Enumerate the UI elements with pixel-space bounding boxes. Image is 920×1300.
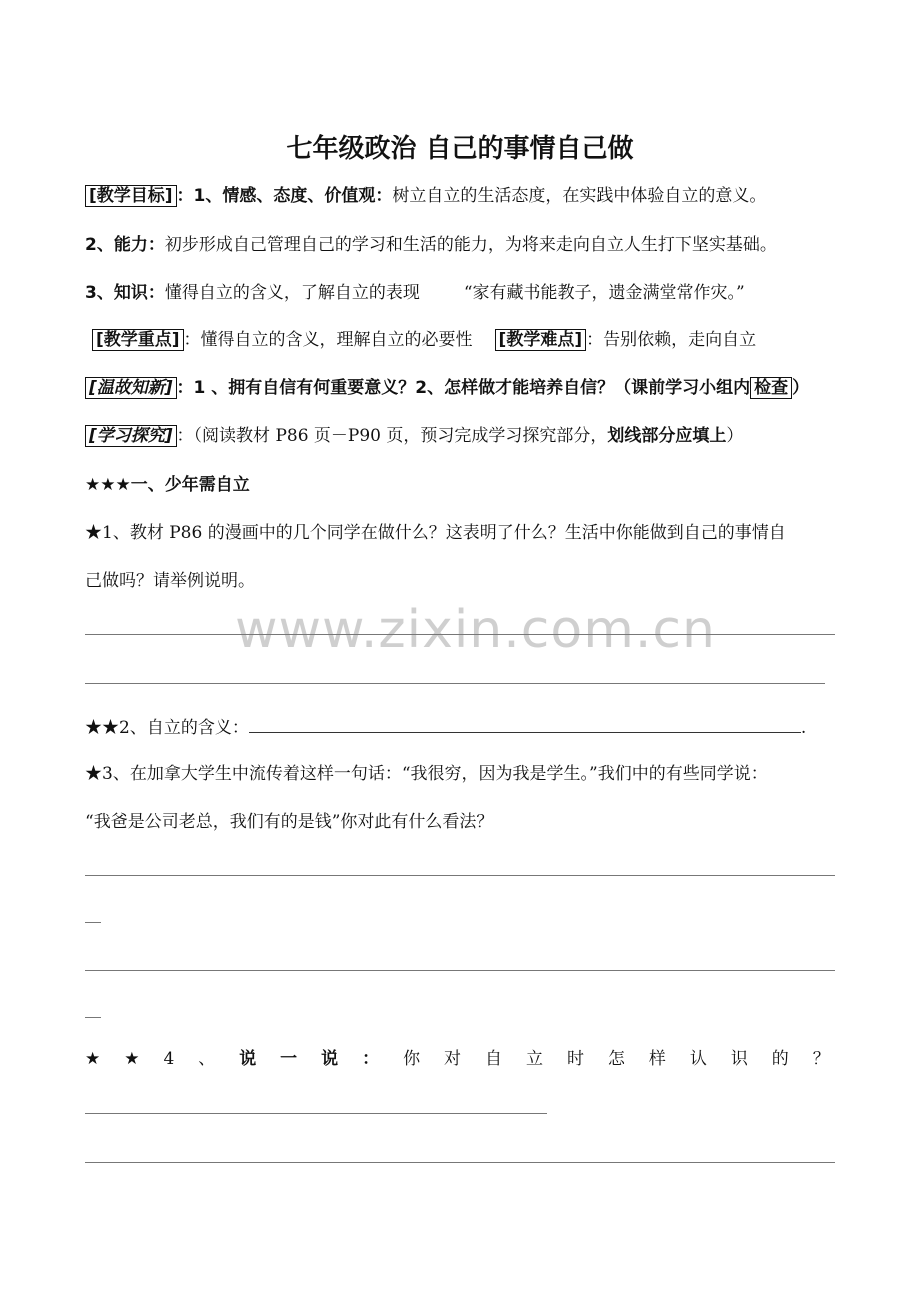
question-4-line xyxy=(85,1047,830,1071)
page-title: 七年级政治 自己的事情自己做 xyxy=(286,134,634,164)
q4-char: 时 xyxy=(566,1049,584,1069)
key-points-text: ：懂得自立的含义，理解自立的必要性 xyxy=(183,330,473,350)
difficult-points-tag: [教学难点] xyxy=(495,329,587,351)
explore-tag: [学习探究] xyxy=(85,425,177,447)
teaching-goals-tag: [教学目标] xyxy=(85,185,177,207)
question-2-line xyxy=(85,714,806,740)
q4-char: 说 xyxy=(239,1049,257,1069)
question-2-blank[interactable] xyxy=(249,714,801,733)
q4-char: 、 xyxy=(198,1049,216,1069)
goal3-text: 懂得自立的含义，了解自立的表现 xyxy=(164,283,420,303)
q4-char: 自 xyxy=(485,1049,503,1069)
q4-char: 对 xyxy=(444,1049,462,1069)
explore-bold-text: 划线部分应填上 xyxy=(607,426,727,446)
explore-text: ：（阅读教材 P86 页－P90 页，预习完成学习探究部分， xyxy=(176,426,608,446)
review-close: ） xyxy=(792,378,810,398)
q4-char: 识 xyxy=(730,1049,748,1069)
goal2-label: 2、能力： xyxy=(85,235,165,255)
q4-char: ★ xyxy=(124,1049,140,1069)
question-2-end: . xyxy=(800,718,807,738)
q4-char: ： xyxy=(362,1049,380,1069)
q4-char: 你 xyxy=(403,1049,421,1069)
review-line xyxy=(85,376,809,400)
q4-char: 怎 xyxy=(607,1049,625,1069)
answer-line-1[interactable] xyxy=(85,634,835,635)
goal1-label: ：1、情感、态度、价值观： xyxy=(176,186,393,206)
q4-char: ？ xyxy=(812,1049,830,1069)
q4-char: 立 xyxy=(525,1049,543,1069)
teaching-goals-line2 xyxy=(85,233,777,257)
key-points-tag: [教学重点] xyxy=(92,329,184,351)
answer-line-6[interactable] xyxy=(85,1162,835,1163)
answer-line-3[interactable] xyxy=(85,875,835,876)
review-tag: [温故知新] xyxy=(85,377,177,399)
review-text: ：1 、拥有自信有何重要意义？2、怎样做才能培养自信？（课前学习小组内 xyxy=(176,378,751,398)
q4-char: ★ xyxy=(85,1049,101,1069)
q4-char: 认 xyxy=(689,1049,707,1069)
question-3-line1: ★3、在加拿大学生中流传着这样一句话：“我很穷，因为我是学生。”我们中的有些同学说： xyxy=(85,764,768,784)
teaching-goals-line3 xyxy=(85,281,745,305)
explore-close: ） xyxy=(726,426,744,446)
q4-char: 说 xyxy=(321,1049,339,1069)
section-heading: ★★★一、少年需自立 xyxy=(85,475,250,495)
question-1-line2: 己做吗？请举例说明。 xyxy=(85,571,255,591)
answer-line-5[interactable] xyxy=(85,1113,547,1114)
q4-char: 4 xyxy=(163,1049,175,1069)
answer-line-4-continuation[interactable] xyxy=(85,1017,101,1018)
q4-char: 样 xyxy=(648,1049,666,1069)
goal3-quote: “家有藏书能教子，遗金满堂常作灾。” xyxy=(463,283,745,303)
question-3-line2: “我爸是公司老总，我们有的是钱”你对此有什么看法？ xyxy=(85,812,494,832)
answer-line-4[interactable] xyxy=(85,970,835,971)
explore-line xyxy=(85,424,743,448)
goal2-text: 初步形成自己管理自己的学习和生活的能力，为将来走向自立人生打下坚实基础。 xyxy=(164,235,777,255)
key-points-line xyxy=(92,328,756,352)
question-1-line1: ★1、教材 P86 的漫画中的几个同学在做什么？这表明了什么？生活中你能做到自己的事情自 xyxy=(85,523,786,543)
q4-char: 的 xyxy=(771,1049,789,1069)
answer-line-3-continuation[interactable] xyxy=(85,922,101,923)
difficult-points-text: ：告别依赖，走向自立 xyxy=(586,330,757,350)
goal1-text: 树立自立的生活态度，在实践中体验自立的意义。 xyxy=(392,186,767,206)
goal3-label: 3、知识： xyxy=(85,283,165,303)
teaching-goals-line1 xyxy=(85,184,766,208)
answer-line-2[interactable] xyxy=(85,683,825,684)
question-2-text: ★★2、自立的含义： xyxy=(85,718,249,738)
q4-char: 一 xyxy=(280,1049,298,1069)
review-check-box: 检查 xyxy=(750,377,792,399)
watermark: www.zixin.com.cn xyxy=(235,600,716,660)
